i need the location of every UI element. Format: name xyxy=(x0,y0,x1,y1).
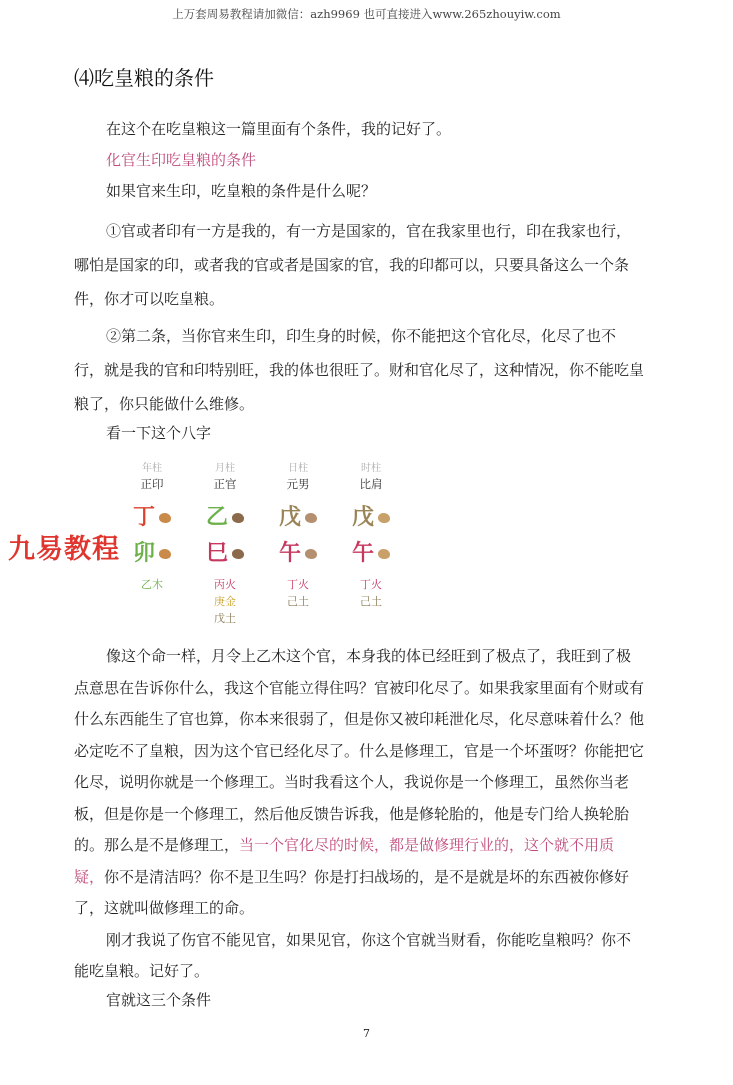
earthly-branch xyxy=(117,536,187,572)
earthly-branch-char: 午 xyxy=(278,541,301,566)
earthly-branch xyxy=(336,536,406,572)
hidden-stem: 己土 xyxy=(360,595,382,608)
earthly-branch-char: 午 xyxy=(351,541,374,566)
paragraph-conclusion: 刚才我说了伤官不能见官，如果见官，你这个官就当财看，你能吃皇粮吗？你不能吃皇粮。记好了。 xyxy=(74,931,632,980)
pillar-column xyxy=(336,459,406,610)
ten-god-label: 正印 xyxy=(140,477,164,491)
pillar-label: 月柱 xyxy=(215,463,235,474)
paragraph-final: 官就这三个条件 xyxy=(106,991,212,1009)
zodiac-animal-icon xyxy=(305,549,317,559)
pillar-label: 日柱 xyxy=(288,463,308,474)
earthly-branch-char: 卯 xyxy=(132,541,155,566)
heavenly-stem-char: 戊 xyxy=(278,505,301,530)
pillar-column xyxy=(190,459,260,627)
hidden-stem: 丁火 xyxy=(287,578,309,591)
zodiac-animal-icon xyxy=(159,513,171,523)
pillar-column xyxy=(117,459,187,593)
paragraph-condition-2: ②第二条，当你官来生印，印生身的时候，你不能把这个官化尽，化尽了也不行，就是我的官和印特别旺，我的体也很旺了。财和官化尽了，这种情况，你不能吃皇粮了，你只能做什么维修。 xyxy=(74,327,645,413)
subtitle-condition: 化官生印吃皇粮的条件 xyxy=(106,151,257,169)
page-number: 7 xyxy=(363,1027,370,1040)
heavenly-stem-char: 丁 xyxy=(132,505,155,530)
heavenly-stem-char: 乙 xyxy=(205,505,228,530)
paragraph-look-chart: 看一下这个八字 xyxy=(106,424,212,442)
zodiac-animal-icon xyxy=(378,513,390,523)
zodiac-animal-icon xyxy=(378,549,390,559)
earthly-branch xyxy=(190,536,260,572)
hidden-stem: 庚金 xyxy=(214,595,236,608)
heavenly-stem xyxy=(190,500,260,536)
paragraph-analysis xyxy=(74,641,644,925)
analysis-text-c: 你不是清洁吗？你不是卫生吗？你是打扫战场的，是不是就是坏的东西被你修好了，这就叫做修理工的命。 xyxy=(74,867,630,917)
heavenly-stem-char: 戊 xyxy=(351,505,374,530)
earthly-branch xyxy=(263,536,333,572)
header-banner: 上万套周易教程请加微信：azh9969 也可直接进入www.265zhouyiw.com xyxy=(172,7,561,21)
section-title: ⑷吃皇粮的条件 xyxy=(74,66,214,90)
pillar-label: 年柱 xyxy=(142,463,162,474)
pillar-label: 时柱 xyxy=(361,463,381,474)
hidden-stem: 己土 xyxy=(287,595,309,608)
zodiac-animal-icon xyxy=(232,549,244,559)
heavenly-stem xyxy=(263,500,333,536)
paragraph-question: 如果官来生印，吃皇粮的条件是什么呢？ xyxy=(106,182,377,200)
hidden-stem: 乙木 xyxy=(141,578,163,591)
earthly-branch-char: 巳 xyxy=(205,541,228,566)
hidden-stem: 丙火 xyxy=(214,578,236,591)
ten-god-label: 比肩 xyxy=(359,477,383,491)
zodiac-animal-icon xyxy=(232,513,244,523)
ten-god-label: 元男 xyxy=(286,477,310,491)
pillar-column xyxy=(263,459,333,610)
heavenly-stem xyxy=(336,500,406,536)
paragraph-intro: 在这个在吃皇粮这一篇里面有个条件，我的记好了。 xyxy=(106,120,452,138)
ten-god-label: 正官 xyxy=(213,477,237,491)
paragraph-condition-1: ①官或者印有一方是我的，有一方是国家的，官在我家里也行，印在我家也行，哪怕是国家的印，或者我的官或者是国家的官，我的印都可以，只要具备这么一个条件，你才可以吃皇粮。 xyxy=(74,222,632,308)
hidden-stem: 戊土 xyxy=(214,612,236,625)
zodiac-animal-icon xyxy=(305,513,317,523)
analysis-highlight: 当一个官化尽的时候，都是做修理行业的，这个就不用质疑， xyxy=(74,836,615,886)
hidden-stem: 丁火 xyxy=(360,578,382,591)
zodiac-animal-icon xyxy=(159,549,171,559)
heavenly-stem xyxy=(117,500,187,536)
watermark-logo: 九易教程 xyxy=(8,534,120,565)
analysis-text-a: 像这个命一样，月令上乙木这个官，本身我的体已经旺到了极点了，我旺到了极点意思在告诉你什么，我这个官能立得住吗？官被印化尽了。如果我家里面有个财或有什么东西能生了官也算，你本来很弱了，但是你又被印耗泄化尽，化尽意味着什么？他必定吃不了皇粮，因为这个官已经化尽了。什么是修理工，官是一个坏蛋呀？你能把它化尽，说明你就是一个修理工。当时我看这个人，我说你是一个修理工，虽然你当老板，但是你是一个修理工，然后他反馈告诉我，他是修轮胎的，他是专门给人换轮胎的。那么是不是修理工， xyxy=(74,647,645,854)
